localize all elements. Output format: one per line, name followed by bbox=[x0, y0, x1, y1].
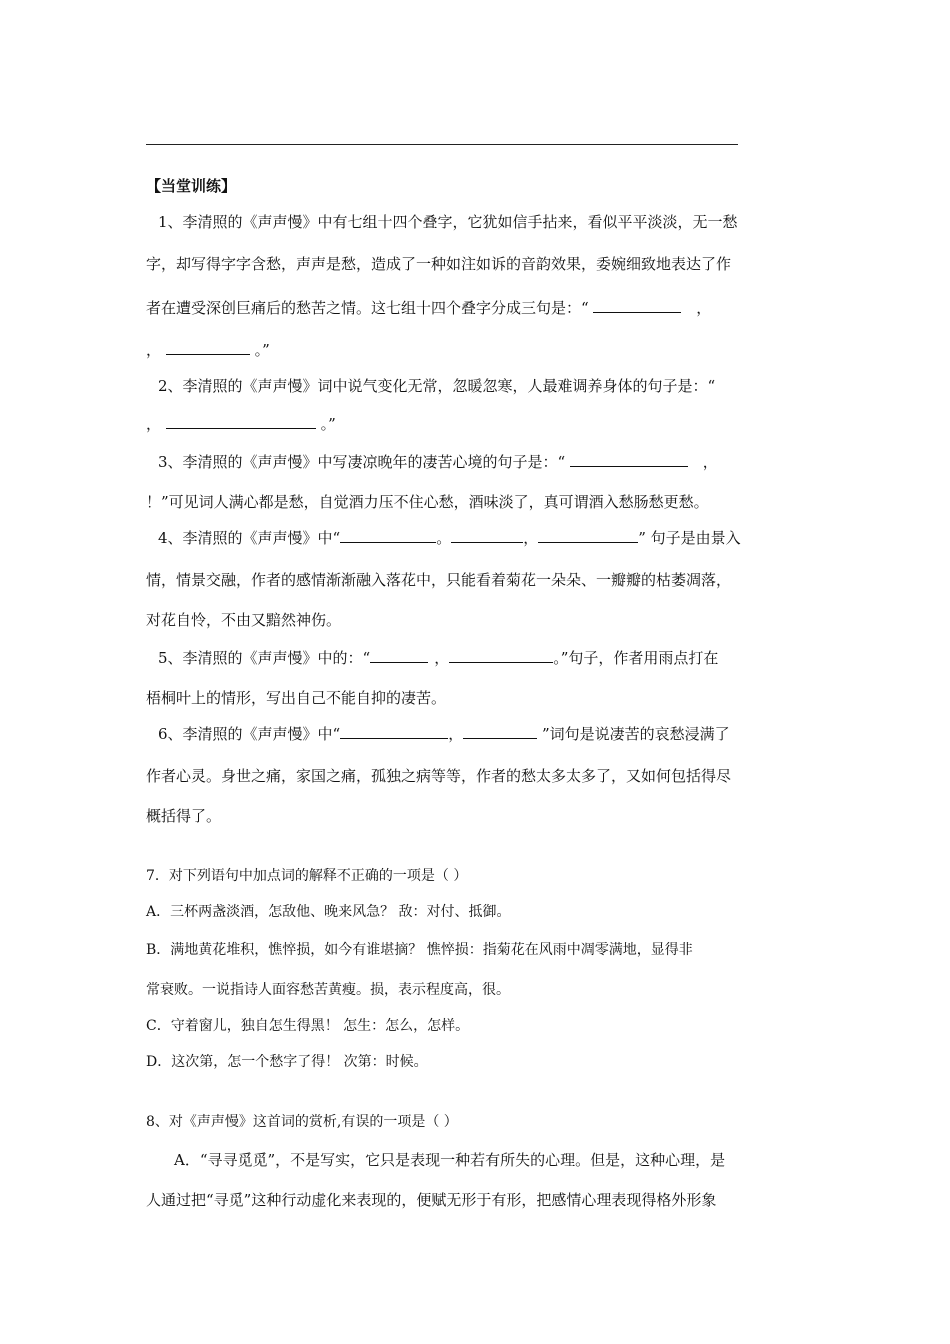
q7-stem: 7．对下列语句中加点词的解释不正确的一项是（ ） bbox=[146, 868, 468, 884]
q6-line-2: 作者心灵。身世之痛，家国之痛，孤独之病等等，作者的愁太多太多了，又如何包括得尽 bbox=[146, 767, 732, 785]
q7-option-b-line-2: 常衰败。一说指诗人面容愁苦黄瘦。损，表示程度高，很。 bbox=[146, 982, 510, 998]
q5-line-1 bbox=[158, 648, 718, 668]
q1-line-3-text: 者在遭受深创巨痛后的愁苦之情。这七组十四个叠字分成三句是：“ bbox=[146, 299, 589, 317]
q3-line-2: ！”可见词人满心都是愁，自觉酒力压不住心愁，酒味淡了，真可谓酒入愁肠愁更愁。 bbox=[146, 493, 709, 511]
q2-line-2 bbox=[146, 414, 336, 434]
q4-line-1 bbox=[158, 528, 741, 548]
q1-line-2: 字，却写得字字含愁，声声是愁，造成了一种如注如诉的音韵效果，委婉细致地表达了作 bbox=[146, 255, 732, 273]
q8-option-a-line-1: A．“寻寻觅觅”，不是写实，它只是表现一种若有所失的心理。但是，这种心理，是 bbox=[174, 1151, 726, 1169]
q4-blank-2[interactable] bbox=[451, 528, 523, 543]
q3-line-1 bbox=[158, 452, 718, 472]
q4-blank-1[interactable] bbox=[340, 528, 436, 543]
q2-line-1: 2、李清照的《声声慢》词中说气变化无常，忽暖忽寒，人最难调养身体的句子是：“ bbox=[158, 377, 716, 395]
q1-blank-1[interactable] bbox=[593, 298, 681, 313]
q7-option-a: A．三杯两盏淡酒，怎敌他、晚来风急？ 敌：对付、抵御。 bbox=[146, 904, 511, 920]
q1-comma-2: ， bbox=[146, 341, 162, 359]
q7-option-c: C．守着窗儿，独自怎生得黑！ 怎生：怎么，怎样。 bbox=[146, 1018, 470, 1034]
q3-blank[interactable] bbox=[570, 452, 688, 467]
q6-comma: ， bbox=[448, 725, 464, 743]
q4-period: 。 bbox=[436, 529, 452, 547]
q5-line-2: 梧桐叶上的情形，写出自己不能自抑的凄苦。 bbox=[146, 689, 447, 707]
q4-comma: ， bbox=[523, 529, 539, 547]
q1-line-1: 1、李清照的《声声慢》中有七组十四个叠字，它犹如信手拈来，看似平平淡淡，无一愁 bbox=[158, 213, 738, 231]
q4-line-1-end: ” 句子是由景入 bbox=[638, 529, 741, 547]
q5-line-1-end: 。”句子，作者用雨点打在 bbox=[553, 649, 719, 667]
q2-blank[interactable] bbox=[166, 414, 316, 429]
q6-blank-2[interactable] bbox=[463, 724, 537, 739]
q1-blank-2[interactable] bbox=[166, 340, 250, 355]
q8-option-a-line-2: 人通过把“寻觅”这种行动虚化来表现的，便赋无形于有形，把感情心理表现得格外形象 bbox=[146, 1191, 717, 1209]
q5-blank-1[interactable] bbox=[370, 648, 428, 663]
q1-line-3 bbox=[146, 298, 711, 318]
q4-line-2: 情，情景交融，作者的感情渐渐融入落花中，只能看着菊花一朵朵、一瓣瓣的枯萎凋落， bbox=[146, 571, 732, 589]
q2-comma: ， bbox=[146, 415, 162, 433]
q1-close: 。” bbox=[254, 341, 270, 359]
q5-comma: ， bbox=[434, 649, 450, 667]
q8-stem: 8、对《声声慢》这首词的赏析,有误的一项是（ ） bbox=[146, 1114, 458, 1130]
q6-line-3: 概括得了。 bbox=[146, 807, 222, 825]
q6-line-1-end: ”词句是说凄苦的哀愁浸满了 bbox=[537, 725, 730, 743]
q4-line-1-text: 4、李清照的《声声慢》中“ bbox=[158, 529, 341, 547]
q1-comma-1: ， bbox=[696, 299, 712, 317]
q4-blank-3[interactable] bbox=[538, 528, 638, 543]
q3-line-1-text: 3、李清照的《声声慢》中写凄凉晚年的凄苦心境的句子是：“ bbox=[158, 453, 566, 471]
q5-blank-2[interactable] bbox=[449, 648, 553, 663]
q2-close: 。” bbox=[320, 415, 336, 433]
q5-line-1-text: 5、李清照的《声声慢》中的：“ bbox=[158, 649, 371, 667]
q6-blank-1[interactable] bbox=[340, 724, 448, 739]
q6-line-1-text: 6、李清照的《声声慢》中“ bbox=[158, 725, 341, 743]
q3-comma: ， bbox=[702, 453, 718, 471]
header-rule bbox=[146, 144, 738, 145]
q7-option-d: D．这次第，怎一个愁字了得！ 次第：时候。 bbox=[146, 1054, 428, 1070]
q7-option-b-line-1: B．满地黄花堆积，憔悴损，如今有谁堪摘？ 憔悴损：指菊花在风雨中凋零满地，显得非 bbox=[146, 942, 693, 958]
q4-line-3: 对花自怜，不由又黯然神伤。 bbox=[146, 611, 342, 629]
q1-line-4 bbox=[146, 340, 270, 360]
q6-line-1 bbox=[158, 724, 730, 744]
section-heading: 【当堂训练】 bbox=[146, 177, 237, 195]
